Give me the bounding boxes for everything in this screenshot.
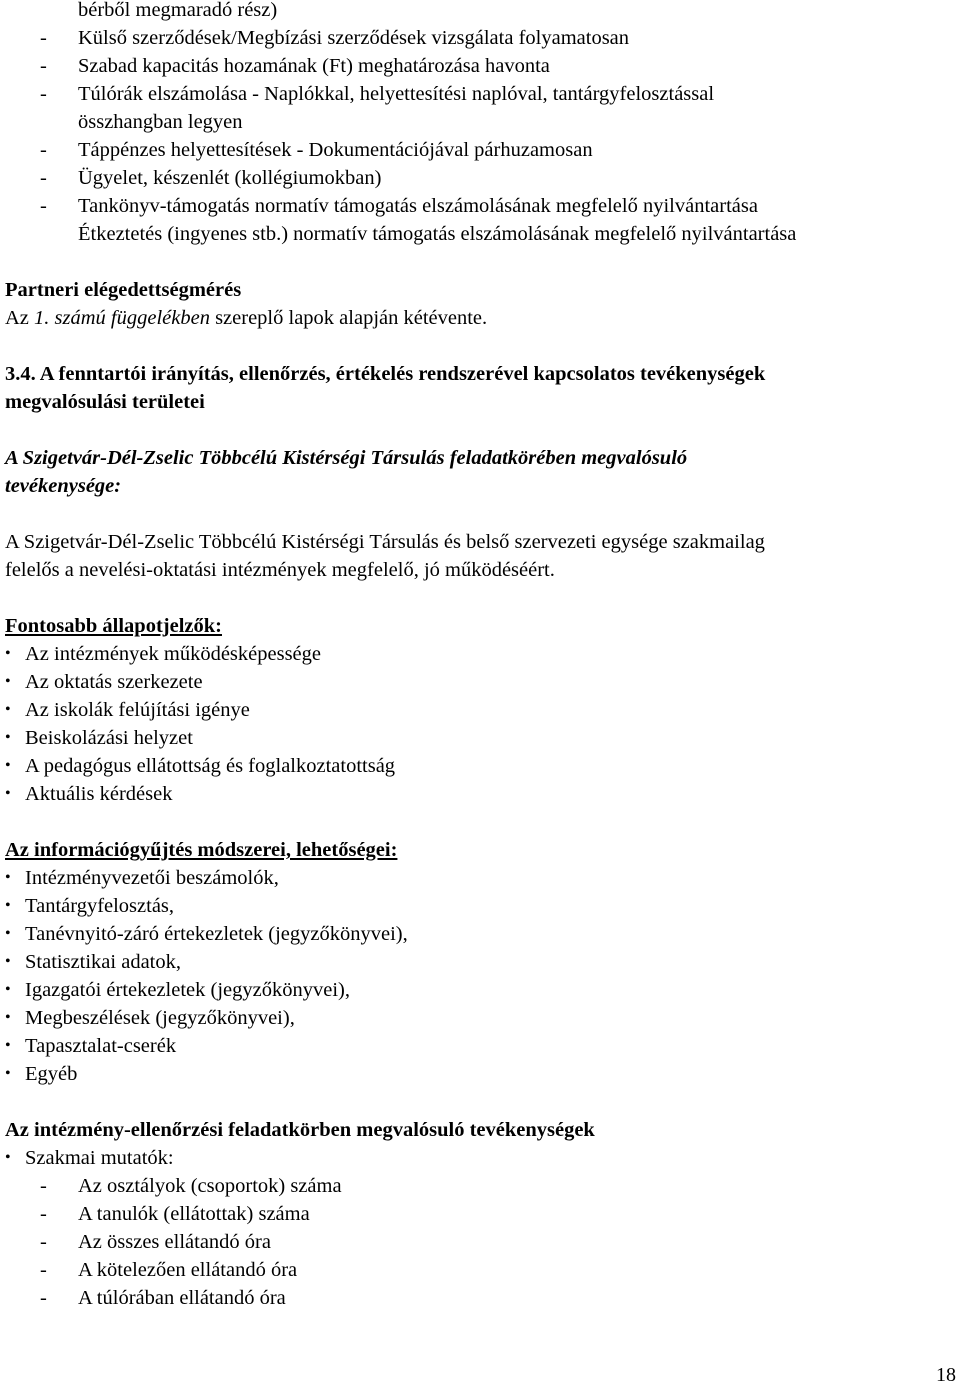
- bullet-marker: •: [5, 785, 11, 802]
- bullet-item-text: Aktuális kérdések: [25, 783, 173, 805]
- list-item-text: Az összes ellátandó óra: [78, 1231, 271, 1253]
- list-item-text: Túlórák elszámolása - Naplókkal, helyettesítési naplóval, tantárgyfelosztással: [78, 83, 715, 105]
- paragraph-line2: felelős a nevelési-oktatási intézmények megfelelő, jó működéséért.: [5, 559, 555, 581]
- partner-text-italic: 1. számú függelékben: [34, 307, 210, 329]
- bullet-marker: •: [5, 953, 11, 970]
- meal-line: Étkeztetés (ingyenes stb.) normatív támogatás elszámolásának megfelelő nyilvántartása: [78, 223, 797, 245]
- section-heading-line1: 3.4. A fenntartói irányítás, ellenőrzés, értékelés rendszerével kapcsolatos tevékenységek: [5, 363, 766, 385]
- list-item-text: Az osztályok (csoportok) száma: [78, 1175, 342, 1197]
- bullet-item-text: Szakmai mutatók:: [25, 1147, 174, 1169]
- bullet-marker: •: [5, 1009, 11, 1026]
- list-continuation: bérből megmaradó rész): [78, 0, 278, 21]
- bullet-item-text: Statisztikai adatok,: [25, 951, 181, 973]
- dash-marker: -: [40, 167, 47, 189]
- bullet-marker: •: [5, 645, 11, 662]
- bullet-item-text: Megbeszélések (jegyzőkönyvei),: [25, 1007, 295, 1029]
- control-heading: Az intézmény-ellenőrzési feladatkörben megvalósuló tevékenységek: [5, 1119, 595, 1141]
- partner-heading: Partneri elégedettségmérés: [5, 279, 242, 301]
- list-item-continuation: összhangban legyen: [78, 111, 243, 133]
- bullet-marker: •: [5, 1149, 11, 1166]
- info-heading: Az információgyűjtés módszerei, lehetőségei:: [5, 839, 398, 861]
- dash-marker: -: [40, 1287, 47, 1309]
- subheading-line1: A Szigetvár-Dél-Zselic Többcélú Kistérségi Társulás feladatkörében megvalósuló: [5, 447, 688, 469]
- bullet-item-text: Az intézmények működésképessége: [25, 643, 322, 665]
- dash-marker: -: [40, 1231, 47, 1253]
- bullet-marker: •: [5, 869, 11, 886]
- list-item-text: A kötelezően ellátandó óra: [78, 1259, 298, 1281]
- bullet-item-text: Intézményvezetői beszámolók,: [25, 867, 279, 889]
- dash-marker: -: [40, 1175, 47, 1197]
- bullet-item-text: Egyéb: [25, 1063, 78, 1085]
- dash-marker: -: [40, 83, 47, 105]
- page-number: 18: [936, 1364, 956, 1386]
- partner-text-pre: Az: [5, 307, 35, 329]
- dash-marker: -: [40, 1203, 47, 1225]
- bullet-item-text: A pedagógus ellátottság és foglalkoztatottság: [25, 755, 396, 777]
- bullet-marker: •: [5, 757, 11, 774]
- list-item-text: A túlórában ellátandó óra: [78, 1287, 286, 1309]
- indicators-heading: Fontosabb állapotjelzők:: [5, 615, 222, 637]
- bullet-item-text: Az iskolák felújítási igénye: [25, 699, 250, 721]
- bullet-item-text: Az oktatás szerkezete: [25, 671, 203, 693]
- bullet-marker: •: [5, 897, 11, 914]
- bullet-marker: •: [5, 1037, 11, 1054]
- bullet-item-text: Tapasztalat-cserék: [25, 1035, 177, 1057]
- bullet-marker: •: [5, 925, 11, 942]
- dash-marker: -: [40, 55, 47, 77]
- dash-marker: -: [40, 139, 47, 161]
- bullet-marker: •: [5, 673, 11, 690]
- bullet-item-text: Igazgatói értekezletek (jegyzőkönyvei),: [25, 979, 350, 1001]
- dash-marker: -: [40, 1259, 47, 1281]
- bullet-item-text: Beiskolázási helyzet: [25, 727, 193, 749]
- dash-marker: -: [40, 195, 47, 217]
- dash-marker: -: [40, 27, 47, 49]
- list-item-text: A tanulók (ellátottak) száma: [78, 1203, 310, 1225]
- subheading-line2: tevékenysége:: [5, 475, 122, 497]
- bullet-item-text: Tanévnyitó-záró értekezletek (jegyzőkönyvei),: [25, 923, 408, 945]
- bullet-marker: •: [5, 1065, 11, 1082]
- list-item-text: Külső szerződések/Megbízási szerződések vizsgálata folyamatosan: [78, 27, 630, 49]
- partner-text-post: szereplő lapok alapján kétévente.: [209, 307, 488, 329]
- list-item-text: Táppénzes helyettesítések - Dokumentációjával párhuzamosan: [78, 139, 593, 161]
- partner-text: [5, 306, 487, 330]
- bullet-item-text: Tantárgyfelosztás,: [25, 895, 175, 917]
- list-item-text: Tankönyv-támogatás normatív támogatás elszámolásának megfelelő nyilvántartása: [78, 195, 758, 217]
- paragraph-line1: A Szigetvár-Dél-Zselic Többcélú Kistérségi Társulás és belső szervezeti egysége szakmailag: [5, 531, 765, 553]
- bullet-marker: •: [5, 981, 11, 998]
- bullet-marker: •: [5, 729, 11, 746]
- list-item-text: Szabad kapacitás hozamának (Ft) meghatározása havonta: [78, 55, 550, 77]
- bullet-marker: •: [5, 701, 11, 718]
- list-item-text: Ügyelet, készenlét (kollégiumokban): [78, 167, 382, 189]
- section-heading-line2: megvalósulási területei: [5, 391, 205, 413]
